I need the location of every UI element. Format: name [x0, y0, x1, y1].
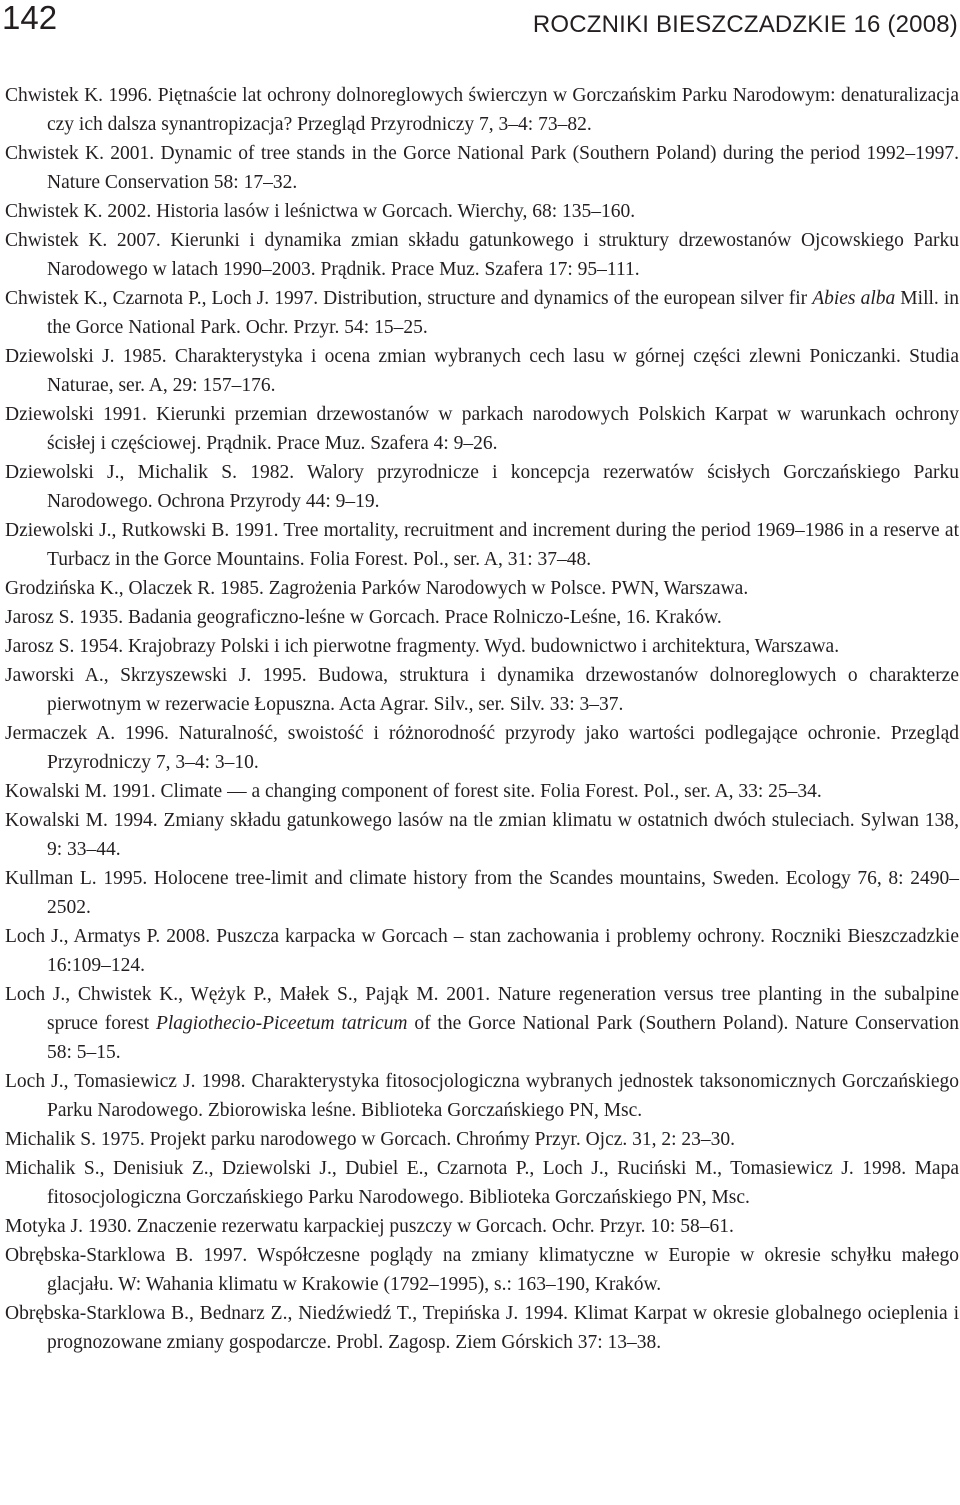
reference-item: Dziewolski 1991. Kierunki przemian drzewostanów w parkach narodowych Polskich Karpat w warunkach ochrony ścisłej i częściowej. Prądnik. Prace Muz. Szafera 4: 9–26. — [5, 404, 959, 454]
reference-text: of the Gorce National Park (Southern Poland). Nature Conservation 58: 5–15. — [47, 1013, 959, 1063]
reference-text: Chwistek K., Czarnota P., Loch J. 1997. Distribution, structure and dynamics of the european silver fir — [5, 288, 813, 309]
reference-item: Dziewolski J., Michalik S. 1982. Walory przyrodnicze i koncepcja rezerwatów ścisłych Gorczańskiego Parku Narodowego. Ochrona Przyrody 44: 9–19. — [5, 462, 959, 512]
species-name: Abies alba — [812, 288, 896, 309]
reference-item: Jarosz S. 1954. Krajobrazy Polski i ich pierwotne fragmenty. Wyd. budownictwo i architektura, Warszawa. — [5, 636, 840, 657]
reference-item: Chwistek K. 2001. Dynamic of tree stands in the Gorce National Park (Southern Poland) during the period 1992–1997. Nature Conservation 58: 17–32. — [5, 143, 959, 193]
reference-item: Chwistek K. 1996. Piętnaście lat ochrony dolnoreglowych świerczyn w Gorczańskim Parku Narodowym: denaturalizacja czy ich dalsza synantropizacja? Przegląd Przyrodniczy 7, 3–4: 73–82. — [5, 85, 959, 135]
syntaxon-name: Plagiothecio-Piceetum tatricum — [155, 1013, 408, 1034]
reference-item: Dziewolski J. 1985. Charakterystyka i ocena zmian wybranych cech lasu w górnej części zlewni Poniczanki. Studia Naturae, ser. A, 29: 157–176. — [5, 346, 959, 396]
reference-item: Jaworski A., Skrzyszewski J. 1995. Budowa, struktura i dynamika drzewostanów dolnoreglowych o charakterze pierwotnym w rezerwacie Łopuszna. Acta Agrar. Silv., ser. Silv. 33: 3–37. — [5, 665, 959, 715]
page-number: 142 — [2, 0, 58, 36]
reference-text: Mill. in the Gorce National Park. Ochr. Przyr. 54: 15–25. — [47, 288, 960, 338]
reference-item: Michalik S. 1975. Projekt parku narodowego w Gorcach. Chrońmy Przyr. Ojcz. 31, 2: 23–30. — [5, 1129, 736, 1150]
page-header — [0, 0, 960, 44]
reference-item: Motyka J. 1930. Znaczenie rezerwatu karpackiej puszczy w Gorcach. Ochr. Przyr. 10: 58–61. — [5, 1216, 734, 1237]
reference-item: Kowalski M. 1994. Zmiany składu gatunkowego lasów na tle zmian klimatu w ostatnich dwóch stuleciach. Sylwan 138, 9: 33–44. — [5, 810, 959, 860]
reference-list — [5, 81, 959, 1357]
reference-item: Michalik S., Denisiuk Z., Dziewolski J., Dubiel E., Czarnota P., Loch J., Ruciński M., Tomasiewicz J. 1998. Mapa fitosocjologiczna Gorczańskiego Parku Narodowego. Biblioteka Gorczańskiego PN, Msc. — [5, 1158, 959, 1208]
reference-item: Jarosz S. 1935. Badania geograficzno-leśne w Gorcach. Prace Rolniczo-Leśne, 16. Kraków. — [5, 607, 722, 628]
reference-item: Obrębska-Starklowa B. 1997. Współczesne poglądy na zmiany klimatyczne w Europie w okresie schyłku małego glacjału. W: Wahania klimatu w Krakowie (1792–1995), s.: 163–190, Kraków. — [5, 1245, 959, 1295]
reference-item: Grodzińska K., Olaczek R. 1985. Zagrożenia Parków Narodowych w Polsce. PWN, Warszawa. — [5, 578, 749, 599]
running-title: ROCZNIKI BIESZCZADZKIE 16 (2008) — [532, 11, 958, 38]
reference-item: Dziewolski J., Rutkowski B. 1991. Tree mortality, recruitment and increment during the period 1969–1986 in a reserve at Turbacz in the Gorce Mountains. Folia Forest. Pol., ser. A, 31: 37–48. — [5, 520, 959, 570]
reference-item: Kullman L. 1995. Holocene tree-limit and climate history from the Scandes mountains, Sweden. Ecology 76, 8: 2490–2502. — [5, 868, 959, 918]
reference-item: Loch J., Armatys P. 2008. Puszcza karpacka w Gorcach – stan zachowania i problemy ochrony. Roczniki Bieszczadzkie 16:109–124. — [5, 926, 959, 976]
reference-item: Chwistek K. 2002. Historia lasów i leśnictwa w Gorcach. Wierchy, 68: 135–160. — [5, 201, 636, 222]
reference-item: Kowalski M. 1991. Climate — a changing component of forest site. Folia Forest. Pol., ser. A, 33: 25–34. — [5, 781, 822, 802]
reference-item — [5, 284, 959, 342]
reference-text: Loch J., Chwistek K., Wężyk P., Małek S., Pająk M. 2001. Nature regeneration versus tree planting in the subalpine spruce forest — [5, 984, 959, 1034]
reference-item: Chwistek K. 2007. Kierunki i dynamika zmian składu gatunkowego i struktury drzewostanów Ojcowskiego Parku Narodowego w latach 1990–2003. Prądnik. Prace Muz. Szafera 17: 95–111. — [5, 230, 959, 280]
reference-item — [5, 980, 959, 1067]
reference-item: Jermaczek A. 1996. Naturalność, swoistość i różnorodność przyrody jako wartości podlegające ochronie. Przegląd Przyrodniczy 7, 3–4: 3–10. — [5, 723, 959, 773]
reference-item: Loch J., Tomasiewicz J. 1998. Charakterystyka fitosocjologiczna wybranych jednostek taksonomicznych Gorczańskiego Parku Narodowego. Zbiorowiska leśne. Biblioteka Gorczańskiego PN, Msc. — [5, 1071, 959, 1121]
reference-item: Obrębska-Starklowa B., Bednarz Z., Niedźwiedź T., Trepińska J. 1994. Klimat Karpat w okresie globalnego ocieplenia i prognozowane zmiany gospodarcze. Probl. Zagosp. Ziem Górskich 37: 13–38. — [5, 1303, 959, 1353]
